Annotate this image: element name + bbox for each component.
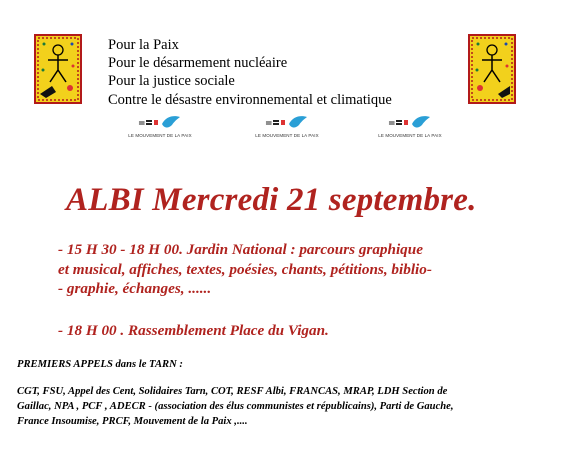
logo-caption: LE MOUVEMENT DE LA PAIX [378,133,442,138]
appels-title: PREMIERS APPELS dans le TARN : [17,359,183,370]
appels-line: France Insoumise, PRCF, Mouvement de la Paix ,.... [17,415,248,427]
rassemblement-line: - 18 H 00 . Rassemblement Place du Vigan. [58,322,329,339]
slogan-line: Contre le désastre environnemental et climatique [108,91,392,108]
program-line: et musical, affiches, textes, poésies, chants, pétitions, biblio- [58,260,432,278]
appels-line: CGT, FSU, Appel des Cent, Solidaires Tarn, COT, RESF Albi, FRANCAS, MRAP, LDH Section de [17,386,448,397]
child-figure-icon [470,36,514,102]
dove-icon [265,114,309,132]
program-line: - 15 H 30 - 18 H 00. Jardin National : parcours graphique [58,241,423,258]
slogan-line: Pour le désarmement nucléaire [108,55,288,72]
appels-line: Gaillac, NPA , PCF , ADECR - (association des élus communistes et républicains), Parti de Gauche, [17,400,454,412]
mouvement-paix-logo [125,114,195,148]
dove-icon [388,114,432,132]
svg-text:=: = [138,119,146,129]
dove-icon [138,114,182,132]
mouvement-paix-logo [375,114,445,148]
logo-caption: LE MOUVEMENT DE LA PAIX [255,133,319,138]
appels-list [17,385,569,429]
svg-text:=: = [265,119,273,129]
mouvement-paix-logo [252,114,322,148]
slogan-line: Pour la justice sociale [108,73,235,90]
slogans-block [108,36,392,109]
program-line: - graphie, échanges, ...... [58,280,212,297]
left-poster-image [34,34,82,104]
child-figure-icon [36,36,80,102]
slogan-line: Pour la Paix [108,37,179,53]
right-poster-image [468,34,516,104]
program-block [58,240,432,299]
event-headline: ALBI Mercredi 21 septembre. [66,182,477,218]
svg-text:=: = [388,119,396,129]
logo-caption: LE MOUVEMENT DE LA PAIX [128,133,192,138]
